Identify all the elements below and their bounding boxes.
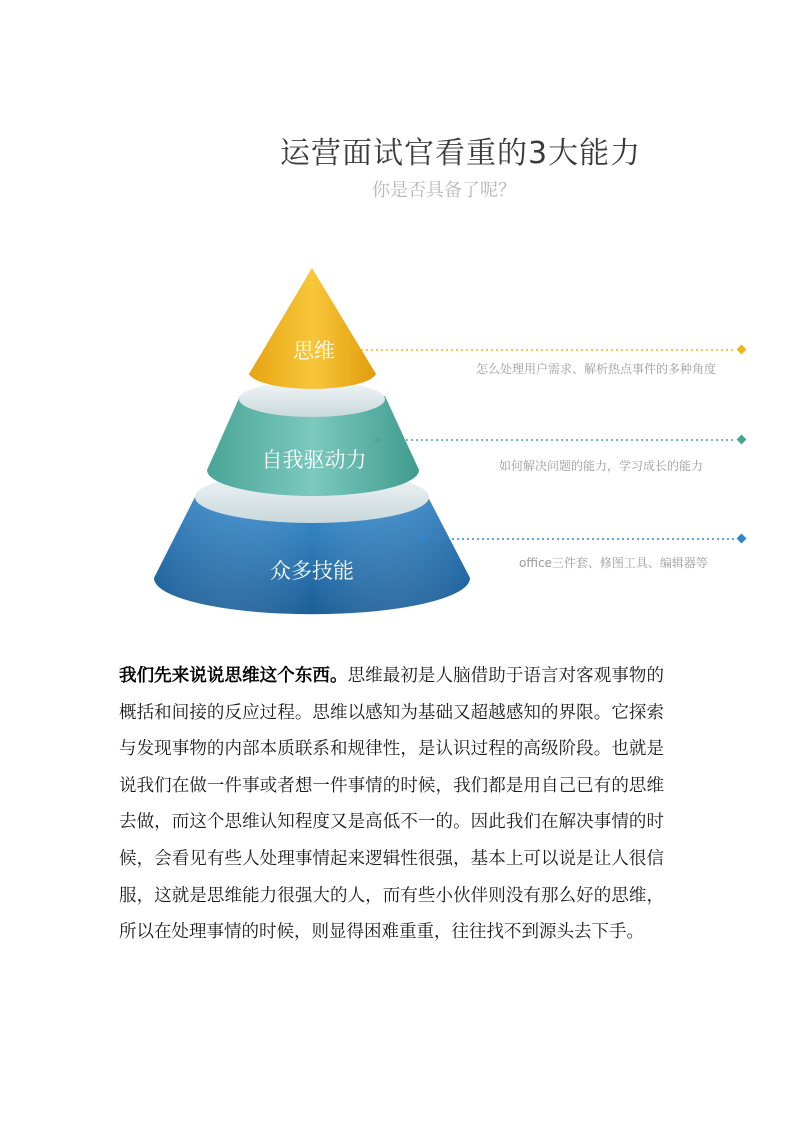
connector-thinking (339, 345, 746, 355)
connector-skills (420, 534, 746, 544)
layer-description-thinking: 怎么处理用户需求、解析热点事件的多种角度 (476, 362, 717, 376)
pyramid-layer-thinking (249, 268, 376, 389)
infographic-title: 运营面试官看重的3大能力 (280, 136, 642, 171)
layer-description-self-drive: 如何解决问题的能力，学习成长的能力 (499, 459, 704, 473)
pyramid-layer-self-drive (207, 381, 419, 496)
article-lead-sentence: 我们先来说说思维这个东西。 (119, 666, 348, 686)
layer-label-skills: 众多技能 (270, 559, 354, 583)
connector-self-drive (374, 435, 746, 445)
layer-description-skills: office三件套、修图工具、编辑器等 (519, 556, 708, 570)
layer-label-self-drive: 自我驱动力 (261, 448, 367, 472)
article-paragraph (119, 658, 664, 951)
infographic-subtitle: 你是否具备了呢？ (372, 180, 516, 201)
layer-label-thinking: 思维 (293, 339, 335, 363)
article-body-text: 思维最初是人脑借助于语言对客观事物的概括和间接的反应过程。思维以感知为基础又超越感知的界限。它探索与发现事物的内部本质联系和规律性，是认识过程的高级阶段。也就是说我们在做一件事或者想一件事情的时候，我们都是用自己已有的思维去做，而这个思维认知程度又是高低不一的。因此我们在解决事情的时候，会看见有些人处理事情起来逻辑性很强，基本上可以说是让人很信服，这就是思维能力很强大的人，而有些小伙伴则没有那么好的思维，所以在处理事情的时候，则显得困难重重，往往找不到源头去下手。 (119, 666, 665, 943)
